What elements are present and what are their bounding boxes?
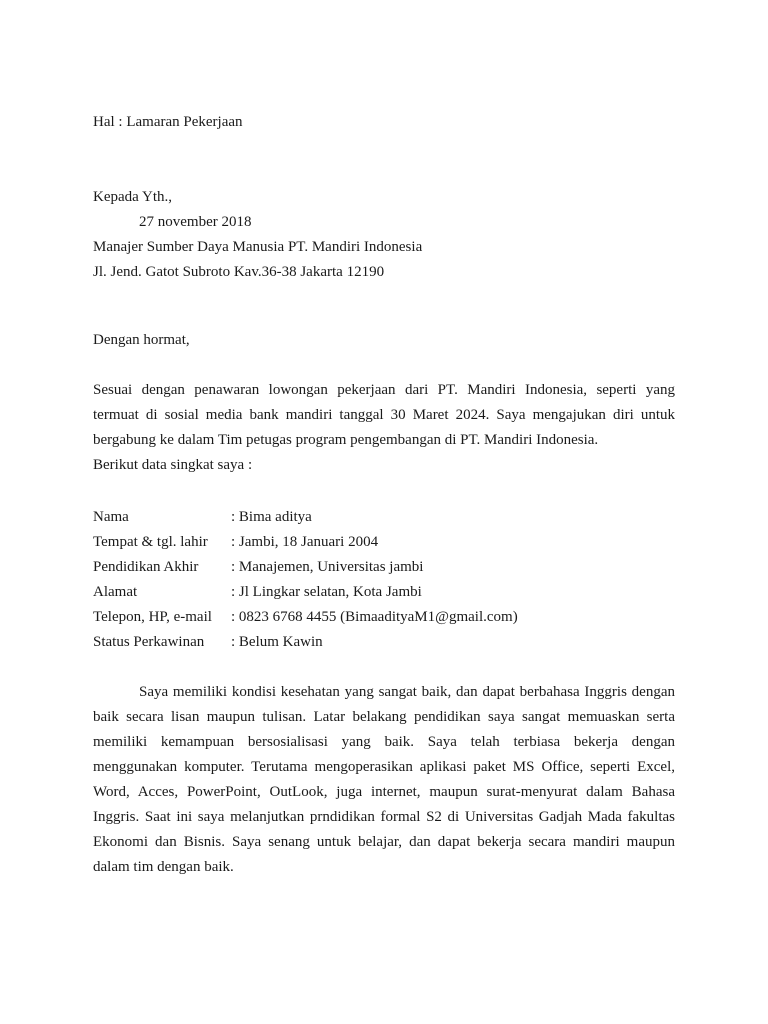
field-label-contact: Telepon, HP, e-mail <box>93 609 212 625</box>
field-label-birth: Tempat & tgl. lahir <box>93 534 208 550</box>
body-line: Inggris. Saat ini saya melanjutkan prndidikan formal S2 di Universitas Gadjah Mada fakultas <box>93 809 675 825</box>
body-line: memiliki kemampuan bersosialisasi yang baik. Saya telah terbiasa bekerja dengan <box>93 734 675 750</box>
body-line: dalam tim dengan baik. <box>93 859 234 875</box>
field-value-birth: : Jambi, 18 Januari 2004 <box>231 534 379 550</box>
field-value-marital: : Belum Kawin <box>231 634 323 650</box>
field-label-marital: Status Perkawinan <box>93 634 205 650</box>
field-value-address: : Jl Lingkar selatan, Kota Jambi <box>231 584 422 600</box>
body-line: Saya memiliki kondisi kesehatan yang sangat baik, dan dapat berbahasa Inggris dengan <box>139 684 675 700</box>
intro-line: termuat di sosial media bank mandiri tanggal 30 Maret 2024. Saya mengajukan diri untuk <box>93 407 675 423</box>
body-line: baik secara lisan maupun tulisan. Latar belakang pendidikan saya sangat memuaskan serta <box>93 709 675 725</box>
recipient-intro: Kepada Yth., <box>93 189 172 205</box>
body-line: menggunakan komputer. Terutama mengoperasikan aplikasi paket MS Office, seperti Excel, <box>93 759 675 775</box>
field-label-education: Pendidikan Akhir <box>93 559 199 575</box>
data-intro: Berikut data singkat saya : <box>93 457 253 473</box>
intro-line: Sesuai dengan penawaran lowongan pekerjaan dari PT. Mandiri Indonesia, seperti yang <box>93 382 675 398</box>
field-value-nama: : Bima aditya <box>231 509 312 525</box>
letter-date: 27 november 2018 <box>139 214 252 230</box>
body-line: Word, Acces, PowerPoint, OutLook, juga internet, maupun surat-menyurat dalam Bahasa <box>93 784 675 800</box>
letter-subject: Hal : Lamaran Pekerjaan <box>93 114 243 130</box>
recipient-address: Jl. Jend. Gatot Subroto Kav.36-38 Jakarta 12190 <box>93 264 385 280</box>
intro-line: bergabung ke dalam Tim petugas program pengembangan di PT. Mandiri Indonesia. <box>93 432 599 448</box>
field-label-nama: Nama <box>93 509 129 525</box>
field-value-education: : Manajemen, Universitas jambi <box>231 559 424 575</box>
recipient-name: Manajer Sumber Daya Manusia PT. Mandiri Indonesia <box>93 239 423 255</box>
field-value-contact: : 0823 6768 4455 (BimaadityaM1@gmail.com) <box>231 609 518 625</box>
field-label-address: Alamat <box>93 584 138 600</box>
greeting: Dengan hormat, <box>93 332 190 348</box>
body-line: Ekonomi dan Bisnis. Saya senang untuk belajar, dan dapat bekerja secara mandiri maupun <box>93 834 675 850</box>
